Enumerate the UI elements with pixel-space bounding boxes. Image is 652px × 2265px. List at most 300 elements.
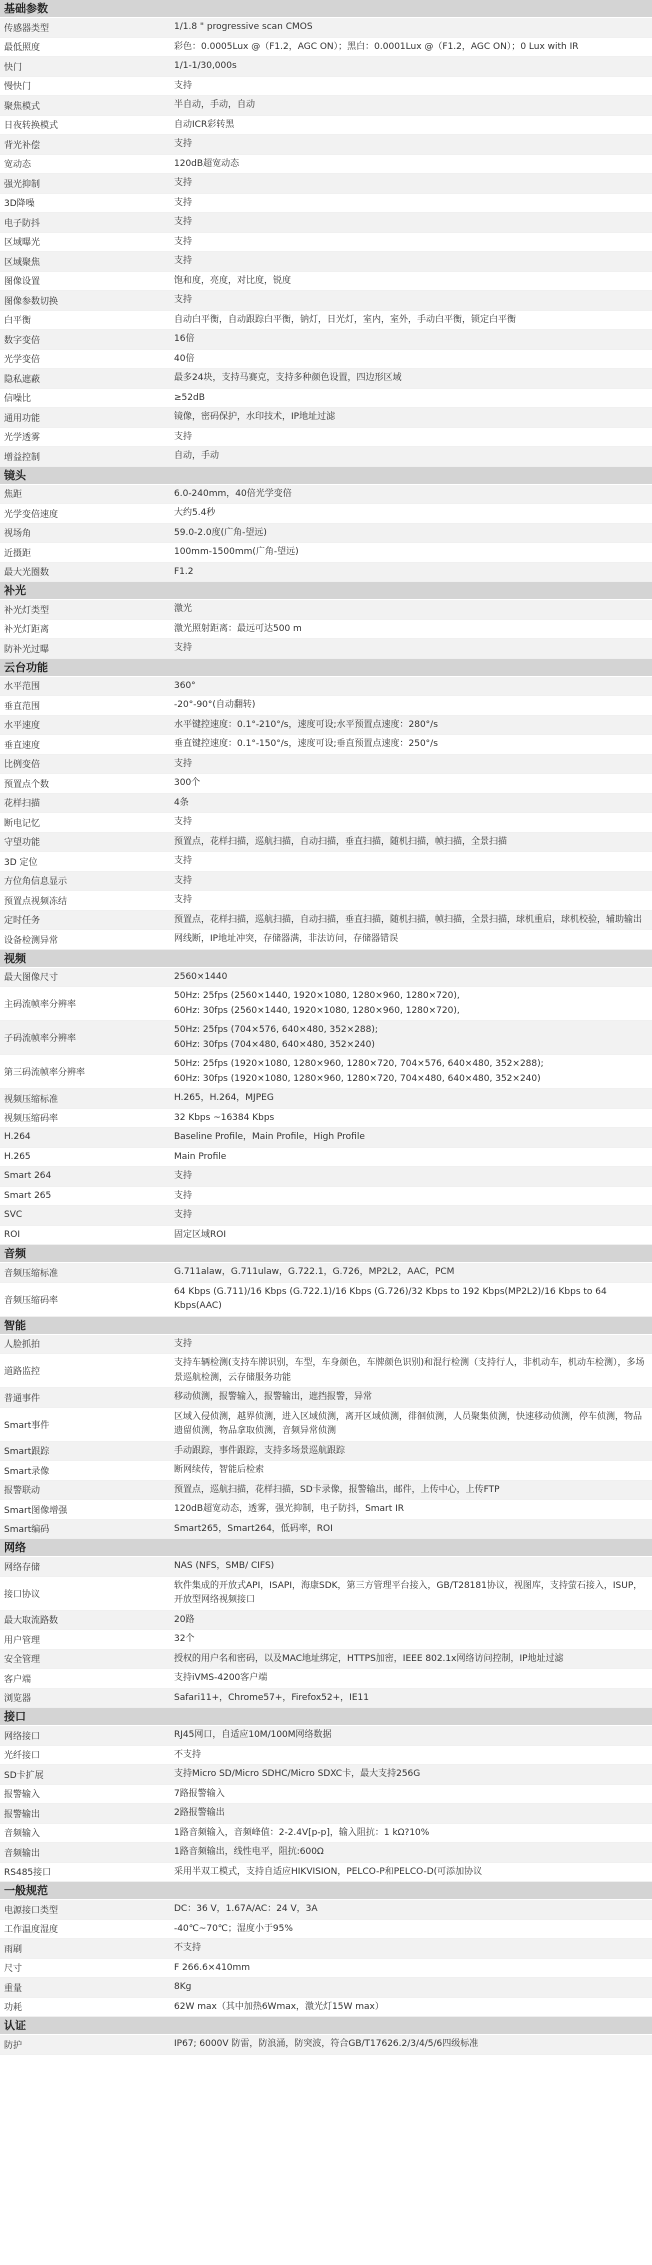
spec-value xyxy=(170,987,652,1020)
spec-value-line: 60Hz: 30fps (2560×1440, 1920×1080, 1280×960, 1280×720), xyxy=(174,1005,460,1016)
spec-label: Smart录像 xyxy=(4,1466,50,1477)
spec-row xyxy=(0,18,652,38)
spec-section xyxy=(0,2017,652,2055)
spec-label: 方位角信息显示 xyxy=(4,877,68,888)
spec-section xyxy=(0,1708,652,1882)
spec-value xyxy=(170,755,652,774)
spec-value-line: 镜像，密码保护，水印技术，IP地址过滤 xyxy=(174,412,336,422)
spec-value xyxy=(170,116,652,135)
spec-value xyxy=(170,1520,652,1539)
spec-value xyxy=(170,524,652,543)
spec-row xyxy=(0,1335,652,1355)
spec-label: 通用功能 xyxy=(4,413,41,424)
spec-row xyxy=(0,911,652,931)
spec-value-line: 自动ICR彩转黑 xyxy=(174,119,235,130)
spec-value xyxy=(170,1765,652,1784)
spec-label: 人脸抓拍 xyxy=(4,1340,41,1351)
spec-value xyxy=(170,911,652,930)
spec-label: 补光灯距离 xyxy=(4,625,50,636)
spec-row xyxy=(0,543,652,563)
spec-row xyxy=(0,1500,652,1520)
spec-label: 防补光过曝 xyxy=(4,644,50,655)
spec-value xyxy=(170,639,652,658)
spec-value xyxy=(170,1442,652,1461)
spec-label: 电子防抖 xyxy=(4,218,41,229)
spec-row xyxy=(0,408,652,428)
spec-value xyxy=(170,428,652,447)
spec-value-line: 最多24块，支持马赛克，支持多种颜色设置，四边形区域 xyxy=(174,373,402,383)
spec-row xyxy=(0,57,652,77)
spec-label: Smart 264 xyxy=(4,1171,52,1182)
spec-row xyxy=(0,1388,652,1408)
spec-value-line: 支持 xyxy=(174,217,193,227)
spec-value-line: 固定区域ROI xyxy=(174,1229,226,1240)
spec-value-line: 32个 xyxy=(174,1634,195,1644)
spec-row xyxy=(0,1263,652,1283)
spec-value-line: -40℃~70℃；湿度小于95% xyxy=(174,1923,293,1934)
spec-value-line: 预置点，花样扫描，巡航扫描，自动扫描，垂直扫描，随机扫描，帧扫描，全景扫描，球机重启，球机校验，辅助输出 xyxy=(174,914,643,925)
spec-value xyxy=(170,696,652,715)
spec-row xyxy=(0,1863,652,1883)
spec-value-line: 支持 xyxy=(174,139,193,149)
spec-label: 预置点视频冻结 xyxy=(4,896,68,907)
spec-row xyxy=(0,389,652,409)
spec-value xyxy=(170,1843,652,1862)
spec-label: 光学透雾 xyxy=(4,433,41,444)
spec-value xyxy=(170,1055,652,1088)
spec-value-line: 授权的用户名和密码，以及MAC地址绑定，HTTPS加密，IEEE 802.1x网络访问控制，IP地址过滤 xyxy=(174,1653,564,1664)
spec-label: Smart图像增强 xyxy=(4,1505,68,1516)
spec-value-line: 支持 xyxy=(174,817,193,827)
spec-value xyxy=(170,813,652,832)
spec-value-line: 自动，手动 xyxy=(174,451,220,461)
spec-value xyxy=(170,1804,652,1823)
spec-value-line: 2560×1440 xyxy=(174,971,228,982)
spec-value xyxy=(170,96,652,115)
spec-value xyxy=(170,1461,652,1480)
spec-label: 最大光圈数 xyxy=(4,568,50,579)
spec-value xyxy=(170,1650,652,1669)
section-header: 音频 xyxy=(0,1245,652,1263)
spec-value xyxy=(170,833,652,852)
spec-row xyxy=(0,2035,652,2055)
spec-label: 视场角 xyxy=(4,529,32,540)
spec-label: Smart 265 xyxy=(4,1190,52,1201)
spec-row xyxy=(0,1187,652,1207)
spec-section xyxy=(0,1539,652,1708)
spec-row xyxy=(0,1021,652,1055)
spec-value xyxy=(170,1959,652,1978)
spec-label: 主码流帧率分辨率 xyxy=(4,1000,77,1010)
spec-value-line: 8Kg xyxy=(174,1982,192,1992)
spec-label: H.265 xyxy=(4,1151,31,1162)
spec-value-line: 360° xyxy=(174,680,196,691)
spec-value xyxy=(170,1978,652,1997)
spec-row xyxy=(0,930,652,950)
spec-value-line: 不支持 xyxy=(174,1749,202,1760)
spec-row xyxy=(0,1109,652,1129)
spec-value xyxy=(170,891,652,910)
spec-value xyxy=(170,389,652,408)
spec-label: 日夜转换模式 xyxy=(4,121,59,132)
spec-row xyxy=(0,504,652,524)
spec-value-line: 59.0-2.0度(广角-望远) xyxy=(174,527,267,538)
spec-row xyxy=(0,1206,652,1226)
spec-row xyxy=(0,1650,652,1670)
spec-value xyxy=(170,1408,652,1441)
spec-value-line: 32 Kbps ~16384 Kbps xyxy=(174,1112,275,1123)
spec-row xyxy=(0,755,652,775)
spec-value xyxy=(170,38,652,57)
spec-value xyxy=(170,930,652,949)
spec-label: 预置点个数 xyxy=(4,779,50,790)
spec-value xyxy=(170,1746,652,1765)
spec-row xyxy=(0,524,652,544)
spec-value xyxy=(170,620,652,639)
spec-value-line: 预置点，巡航扫描，花样扫描，SD卡录像，报警输出，邮件，上传中心，上传FTP xyxy=(174,1484,500,1495)
spec-value-line: ≥52dB xyxy=(174,392,205,403)
spec-label: 设备检测异常 xyxy=(4,935,59,946)
spec-value xyxy=(170,1785,652,1804)
spec-value xyxy=(170,1500,652,1519)
spec-value-line: 300个 xyxy=(174,778,201,788)
spec-value xyxy=(170,1206,652,1225)
spec-row xyxy=(0,1408,652,1442)
spec-row xyxy=(0,116,652,136)
spec-label: 用户管理 xyxy=(4,1635,41,1646)
spec-row xyxy=(0,1442,652,1462)
spec-value xyxy=(170,1824,652,1843)
spec-value-line: H.265，H.264，MJPEG xyxy=(174,1093,274,1103)
spec-value xyxy=(170,774,652,793)
spec-value xyxy=(170,543,652,562)
spec-label: 防护 xyxy=(4,2040,23,2051)
spec-value xyxy=(170,369,652,388)
spec-row xyxy=(0,735,652,755)
spec-value-line: G.711alaw，G.711ulaw，G.722.1，G.726，MP2L2，AAC，PCM xyxy=(174,1267,455,1277)
spec-row xyxy=(0,1283,652,1317)
spec-row xyxy=(0,1843,652,1863)
spec-row xyxy=(0,872,652,892)
spec-value xyxy=(170,1630,652,1649)
spec-value-line: 62W max（其中加热6Wmax，激光灯15W max） xyxy=(174,2001,384,2012)
spec-row xyxy=(0,1959,652,1979)
spec-label: 传感器类型 xyxy=(4,23,50,34)
spec-value xyxy=(170,408,652,427)
spec-value-line: 支持 xyxy=(174,758,193,769)
spec-value xyxy=(170,1148,652,1167)
section-header: 智能 xyxy=(0,1317,652,1335)
spec-label: ROI xyxy=(4,1229,20,1240)
spec-label: 信噪比 xyxy=(4,394,32,405)
spec-value xyxy=(170,330,652,349)
spec-value-line: 水平键控速度：0.1°-210°/s，速度可设;水平预置点速度：280°/s xyxy=(174,719,438,730)
spec-row xyxy=(0,1577,652,1611)
spec-value-line: 支持 xyxy=(174,236,193,247)
spec-label: 浏览器 xyxy=(4,1694,32,1705)
spec-label: 比例变倍 xyxy=(4,760,41,771)
spec-label: 网络接口 xyxy=(4,1731,41,1742)
spec-value-line: 支持 xyxy=(174,197,193,208)
spec-value-line: 区域入侵侦测，越界侦测，进入区域侦测，离开区域侦测，徘徊侦测，人员聚集侦测，快速移动侦测，停车侦测，物品遗留侦测，物品拿取侦测，音频异常侦测 xyxy=(174,1411,643,1436)
spec-value-line: 1/1-1/30,000s xyxy=(174,61,237,71)
spec-row xyxy=(0,272,652,292)
spec-label: SD卡扩展 xyxy=(4,1770,44,1781)
spec-value xyxy=(170,57,652,76)
spec-label: 光纤接口 xyxy=(4,1751,41,1762)
spec-value-line: 4条 xyxy=(174,797,189,808)
spec-section xyxy=(0,0,652,467)
spec-row xyxy=(0,1611,652,1631)
spec-value xyxy=(170,872,652,891)
spec-label: 快门 xyxy=(4,62,23,73)
section-header: 补光 xyxy=(0,582,652,600)
spec-value-line: 饱和度，亮度，对比度，锐度 xyxy=(174,275,292,286)
spec-value xyxy=(170,1863,652,1882)
spec-value-line: 垂直键控速度：0.1°-150°/s，速度可设;垂直预置点速度：250°/s xyxy=(174,739,438,749)
spec-value xyxy=(170,252,652,271)
spec-value-line: 移动侦测，报警输入，报警输出，遮挡报警，异常 xyxy=(174,1392,373,1402)
spec-row xyxy=(0,135,652,155)
spec-value-line: 支持 xyxy=(174,1190,193,1201)
spec-row xyxy=(0,311,652,331)
spec-label: 慢快门 xyxy=(4,82,32,93)
spec-value-line: 手动跟踪，事件跟踪，支持多场景巡航跟踪 xyxy=(174,1445,346,1456)
spec-row xyxy=(0,1167,652,1187)
spec-row xyxy=(0,1354,652,1388)
spec-value xyxy=(170,1689,652,1708)
spec-row xyxy=(0,233,652,253)
spec-value-line: 120dB超宽动态 xyxy=(174,158,240,169)
spec-label: 区域聚焦 xyxy=(4,257,41,268)
section-header: 认证 xyxy=(0,2017,652,2035)
spec-label: 重量 xyxy=(4,1983,23,1994)
spec-label: 白平衡 xyxy=(4,316,32,327)
spec-row xyxy=(0,174,652,194)
spec-value xyxy=(170,600,652,619)
spec-row xyxy=(0,1824,652,1844)
spec-value xyxy=(170,1109,652,1128)
spec-row xyxy=(0,77,652,97)
spec-row xyxy=(0,1804,652,1824)
spec-value xyxy=(170,1263,652,1282)
spec-value xyxy=(170,1726,652,1745)
spec-row xyxy=(0,794,652,814)
spec-label: 最大取流路数 xyxy=(4,1616,59,1627)
spec-row xyxy=(0,155,652,175)
section-header: 基础参数 xyxy=(0,0,652,18)
spec-label: 断电记忆 xyxy=(4,818,41,829)
spec-row xyxy=(0,1746,652,1766)
spec-label: 报警输出 xyxy=(4,1809,41,1820)
spec-row xyxy=(0,1689,652,1709)
spec-value-line: 自动白平衡，自动跟踪白平衡，钠灯，日光灯，室内，室外，手动白平衡，锁定白平衡 xyxy=(174,314,517,325)
section-header: 视频 xyxy=(0,950,652,968)
spec-value xyxy=(170,968,652,987)
spec-value-line: 120dB超宽动态，透雾，强光抑制，电子防抖，Smart IR xyxy=(174,1504,405,1514)
spec-value-line: 40倍 xyxy=(174,353,195,364)
spec-label: 音频输入 xyxy=(4,1829,41,1840)
spec-label: 报警输入 xyxy=(4,1790,41,1801)
spec-row xyxy=(0,1128,652,1148)
spec-label: 音频压缩标准 xyxy=(4,1268,59,1279)
spec-label: Smart编码 xyxy=(4,1525,50,1536)
spec-value xyxy=(170,1021,652,1054)
spec-row xyxy=(0,1148,652,1168)
spec-row xyxy=(0,1726,652,1746)
spec-label: 补光灯类型 xyxy=(4,605,50,616)
spec-row xyxy=(0,833,652,853)
spec-row xyxy=(0,1461,652,1481)
spec-row xyxy=(0,891,652,911)
spec-value-line: 软件集成的开放式API，ISAPI，海康SDK，第三方管理平台接入，GB/T28181协议，视图库，支持萤石接入，ISUP，开放型网络视频接口 xyxy=(174,1580,643,1605)
spec-label: 宽动态 xyxy=(4,160,32,171)
spec-row xyxy=(0,968,652,988)
spec-row xyxy=(0,350,652,370)
spec-value-line: 支持 xyxy=(174,431,193,442)
spec-value xyxy=(170,1354,652,1387)
spec-row xyxy=(0,1920,652,1940)
spec-value xyxy=(170,1167,652,1186)
spec-label: 网络存储 xyxy=(4,1562,41,1573)
spec-value-line: F 266.6×410mm xyxy=(174,1962,251,1973)
spec-label: 最低照度 xyxy=(4,43,41,54)
spec-row xyxy=(0,1978,652,1998)
spec-value-line: 50Hz: 25fps (2560×1440, 1920×1080, 1280×960, 1280×720), xyxy=(174,991,460,1001)
spec-row xyxy=(0,291,652,311)
spec-label: 电源接口类型 xyxy=(4,1905,59,1916)
spec-label: 音频压缩码率 xyxy=(4,1295,59,1306)
spec-label: 垂直速度 xyxy=(4,740,41,751)
spec-value xyxy=(170,272,652,291)
spec-value xyxy=(170,1388,652,1407)
spec-value-line: 60Hz: 30fps (1920×1080, 1280×960, 1280×720, 704×480, 640×480, 352×240) xyxy=(174,1073,541,1084)
spec-value-line: Safari11+，Chrome57+，Firefox52+，IE11 xyxy=(174,1692,369,1703)
spec-label: 尺寸 xyxy=(4,1964,23,1975)
spec-label: 3D 定位 xyxy=(4,857,38,868)
spec-label: 强光抑制 xyxy=(4,179,41,190)
spec-value xyxy=(170,1557,652,1576)
spec-label: 图像参数切换 xyxy=(4,296,59,307)
spec-row xyxy=(0,252,652,272)
spec-row xyxy=(0,677,652,697)
spec-row xyxy=(0,813,652,833)
spec-label: 第三码流帧率分辨率 xyxy=(4,1068,86,1078)
spec-label: 水平速度 xyxy=(4,721,41,732)
spec-value-line: 支持iVMS-4200客户端 xyxy=(174,1673,268,1683)
spec-value-line: 支持 xyxy=(174,178,193,188)
spec-value-line: RJ45网口，自适应10M/100M网络数据 xyxy=(174,1730,332,1740)
spec-row xyxy=(0,1669,652,1689)
spec-value xyxy=(170,213,652,232)
spec-value-line: 预置点，花样扫描，巡航扫描，自动扫描，垂直扫描，随机扫描，帧扫描，全景扫描 xyxy=(174,836,508,847)
spec-row xyxy=(0,563,652,583)
spec-value-line: 支持 xyxy=(174,1210,193,1220)
spec-value xyxy=(170,447,652,466)
spec-section xyxy=(0,950,652,1246)
spec-value-line: Main Profile xyxy=(174,1151,227,1162)
spec-row xyxy=(0,1520,652,1540)
spec-label: 近摄距 xyxy=(4,548,32,559)
spec-value xyxy=(170,194,652,213)
spec-label: 图像设置 xyxy=(4,277,41,288)
spec-value-line: 1路音频输入，音频峰值：2-2.4V[p-p]，输入阻抗：1 kΩ?10% xyxy=(174,1827,430,1838)
spec-row xyxy=(0,213,652,233)
spec-label: SVC xyxy=(4,1210,23,1221)
spec-row xyxy=(0,194,652,214)
spec-row xyxy=(0,485,652,505)
spec-value-line: 支持 xyxy=(174,1338,193,1349)
spec-value-line: -20°-90°(自动翻转) xyxy=(174,700,256,710)
spec-row xyxy=(0,852,652,872)
spec-value-line: 支持Micro SD/Micro SDHC/Micro SDXC卡，最大支持256G xyxy=(174,1769,421,1779)
spec-value-line: 60Hz: 30fps (704×480, 640×480, 352×240) xyxy=(174,1039,375,1050)
spec-value-line: F1.2 xyxy=(174,566,194,577)
spec-label: 垂直范围 xyxy=(4,701,41,712)
spec-label: 数字变倍 xyxy=(4,335,41,346)
spec-value xyxy=(170,1920,652,1939)
section-header: 一般规范 xyxy=(0,1882,652,1900)
spec-value xyxy=(170,485,652,504)
spec-value xyxy=(170,291,652,310)
spec-value-line: 大约5.4秒 xyxy=(174,508,216,518)
spec-row xyxy=(0,600,652,620)
spec-value-line: 半自动，手动，自动 xyxy=(174,100,256,110)
spec-row xyxy=(0,1055,652,1089)
spec-label: 最大图像尺寸 xyxy=(4,973,59,984)
spec-section xyxy=(0,659,652,950)
spec-value xyxy=(170,504,652,523)
spec-row xyxy=(0,428,652,448)
spec-row xyxy=(0,1785,652,1805)
spec-row xyxy=(0,1765,652,1785)
spec-value-line: 1/1.8 " progressive scan CMOS xyxy=(174,22,313,32)
spec-row xyxy=(0,330,652,350)
spec-label: Smart事件 xyxy=(4,1420,50,1431)
section-header: 网络 xyxy=(0,1539,652,1557)
spec-row xyxy=(0,1998,652,2018)
spec-row xyxy=(0,369,652,389)
spec-value xyxy=(170,2035,652,2054)
spec-label: Smart跟踪 xyxy=(4,1447,50,1458)
spec-value xyxy=(170,1481,652,1500)
spec-label: 接口协议 xyxy=(4,1589,41,1600)
spec-value-line: 16倍 xyxy=(174,334,195,344)
spec-value xyxy=(170,1611,652,1630)
section-header: 接口 xyxy=(0,1708,652,1726)
spec-value xyxy=(170,18,652,37)
spec-value xyxy=(170,1089,652,1108)
spec-value xyxy=(170,1669,652,1688)
spec-label: H.264 xyxy=(4,1132,31,1143)
spec-value xyxy=(170,77,652,96)
spec-value xyxy=(170,350,652,369)
spec-label: 花样扫描 xyxy=(4,799,41,810)
spec-value-line: 7路报警输入 xyxy=(174,1788,225,1799)
spec-value xyxy=(170,677,652,696)
spec-label: 聚焦模式 xyxy=(4,101,41,112)
spec-row xyxy=(0,1557,652,1577)
spec-value-line: 支持 xyxy=(174,80,193,91)
spec-value xyxy=(170,311,652,330)
spec-row xyxy=(0,1900,652,1920)
spec-value xyxy=(170,135,652,154)
spec-row xyxy=(0,447,652,467)
spec-value-line: 64 Kbps (G.711)/16 Kbps (G.722.1)/16 Kbps (G.726)/32 Kbps to 192 Kbps(MP2L2)/16 Kbps to 64 Kbps(AAC) xyxy=(174,1286,607,1311)
spec-value xyxy=(170,852,652,871)
spec-value-line: 支持 xyxy=(174,856,193,866)
spec-label: 雨刷 xyxy=(4,1944,23,1955)
